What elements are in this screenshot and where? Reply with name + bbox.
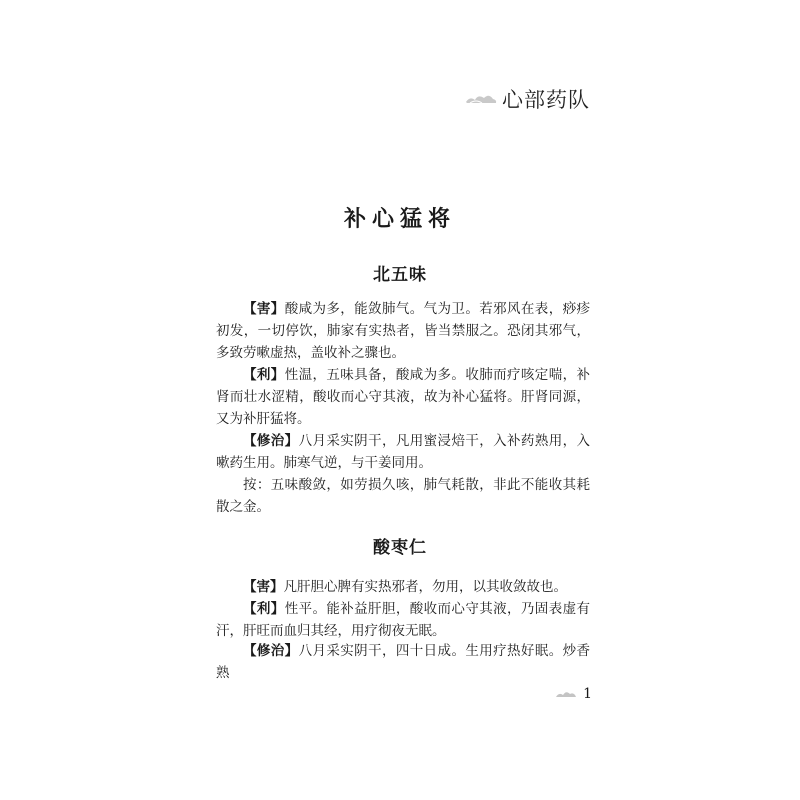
paragraph-tag: 【利】 (243, 601, 285, 617)
paragraph-text: 性温，五味具备，酸咸为多。收肺而疗咳定喘，补肾而壮水涩精，酸收而心守其液，故为补心猛将。肝肾同源，又为补肝猛将。 (216, 367, 590, 427)
paragraph (216, 364, 590, 430)
paragraph (216, 474, 590, 518)
paragraph-text: 性平。能补益肝胆，酸收而心守其液，乃固表虚有汗，肝旺而血归其经，用疗彻夜无眠。 (216, 601, 590, 639)
paragraph-text: 八月采实阴干，凡用蜜浸焙干，入补药熟用，入嗽药生用。肺寒气逆，与干姜同用。 (216, 433, 591, 471)
paragraph (216, 576, 590, 598)
paragraph-tag: 【利】 (243, 367, 285, 383)
entry-title: 北五味 (373, 265, 427, 285)
entry-title: 酸枣仁 (373, 538, 427, 558)
paragraph-text: 凡肝胆心脾有实热邪者，勿用，以其收敛故也。 (283, 579, 567, 595)
paragraph (216, 298, 590, 364)
page-footer (555, 686, 592, 702)
paragraph-tag: 【修治】 (243, 433, 299, 449)
running-head (464, 84, 590, 114)
cloud-ornament-icon (464, 92, 498, 106)
paragraph-tag: 【害】 (243, 301, 285, 317)
paragraph-text: 按：五味酸敛，如劳损久咳，肺气耗散，非此不能收其耗散之金。 (216, 477, 590, 515)
paragraph (216, 640, 590, 684)
page-number: 1 (583, 686, 592, 702)
paragraph-text: 酸咸为多，能敛肺气。气为卫。若邪风在表，痧疹初发，一切停饮，肺家有实热者，皆当禁服之。恐闭其邪气，多致劳嗽虚热，盖收补之骤也。 (216, 301, 590, 361)
paragraph (216, 598, 590, 642)
paragraph-text: 八月采实阴干，四十日成。生用疗热好眠。炒香熟 (216, 643, 591, 681)
section-title: 补心猛将 (343, 206, 456, 232)
paragraph-tag: 【害】 (243, 579, 284, 595)
chapter-title: 心部药队 (502, 88, 590, 112)
paragraph-tag: 【修治】 (243, 643, 299, 659)
cloud-ornament-icon (555, 690, 577, 699)
paragraph (216, 430, 590, 474)
